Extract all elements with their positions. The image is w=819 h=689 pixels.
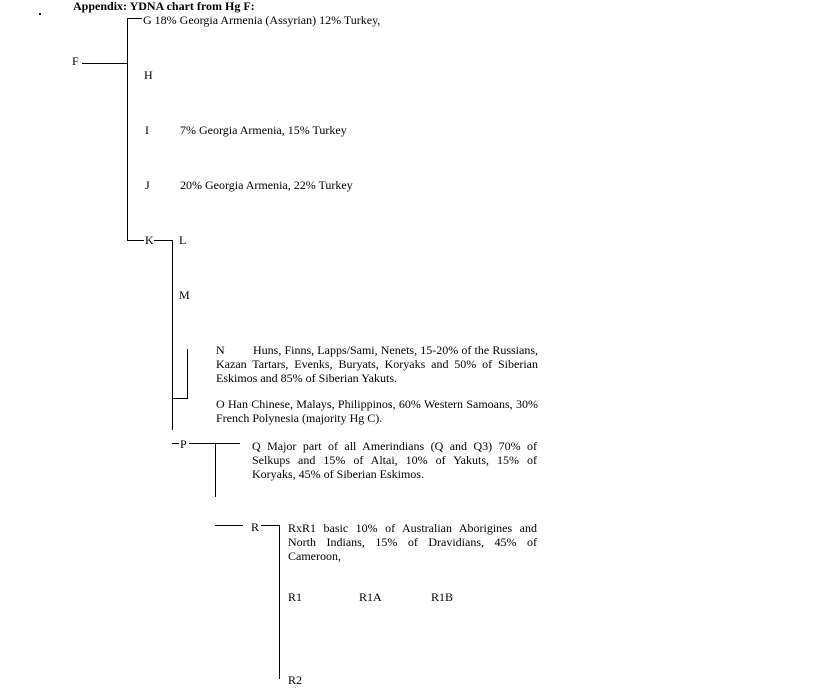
node-i: I [145,123,149,137]
g-branch-line [127,18,142,19]
node-r1a: R1A [359,590,382,604]
node-m: M [179,288,190,302]
node-n: N [216,343,225,357]
r-subtree-line [279,525,280,679]
node-r2: R2 [288,673,303,687]
node-r1: R1 [288,590,303,604]
node-n-text: Huns, Finns, Lapps/Sami, Nenets, 15-20% of the Russians, Kazan Tartars, Evenks, Buryats, Koryaks and 50% of Siberian Eskimos and 85% of Siberian Yakuts. [216,343,538,385]
node-r: R [251,520,260,534]
node-l: L [179,233,187,247]
p-left-line [172,443,179,444]
r-left-line [215,525,243,526]
page-title: Appendix: YDNA chart from Hg F: [73,0,255,13]
node-j: J [145,178,150,192]
k-branch-line [127,240,144,241]
main-trunk-line [127,18,128,241]
node-h: H [144,68,153,82]
node-g: G 18% Georgia Armenia (Assyrian) 12% Turkey, [143,13,381,27]
n-o-bracket-line [187,349,188,399]
n-o-bracket-bottom [172,398,187,399]
node-i-text: 7% Georgia Armenia, 15% Turkey [180,123,347,137]
node-o-text: O Han Chinese, Malays, Philippinos, 60% Western Samoans, 30% French Polynesia (majority Hg C). [216,397,538,425]
node-j-text: 20% Georgia Armenia, 22% Turkey [180,178,353,192]
node-f: F [72,54,79,68]
node-p: P [180,437,187,451]
k-subtree-line [172,240,173,430]
f-link-line [82,63,127,64]
node-r1b: R1B [431,590,454,604]
k-to-l-line [154,240,172,241]
p-subtree-line [215,443,216,497]
node-rxr1-text: RxR1 basic 10% of Australian Aborigines and North Indians, 15% of Dravidians, 45% of Cameroon, [288,521,537,563]
node-k: K [145,233,154,247]
node-q-text: Q Major part of all Amerindians (Q and Q3) 70% of Selkups and 15% of Altai, 10% of Yakuts, 15% of Koryaks, 45% of Siberian Eskimos. [252,439,537,481]
stray-dot [39,13,41,15]
r-right-line [261,525,279,526]
